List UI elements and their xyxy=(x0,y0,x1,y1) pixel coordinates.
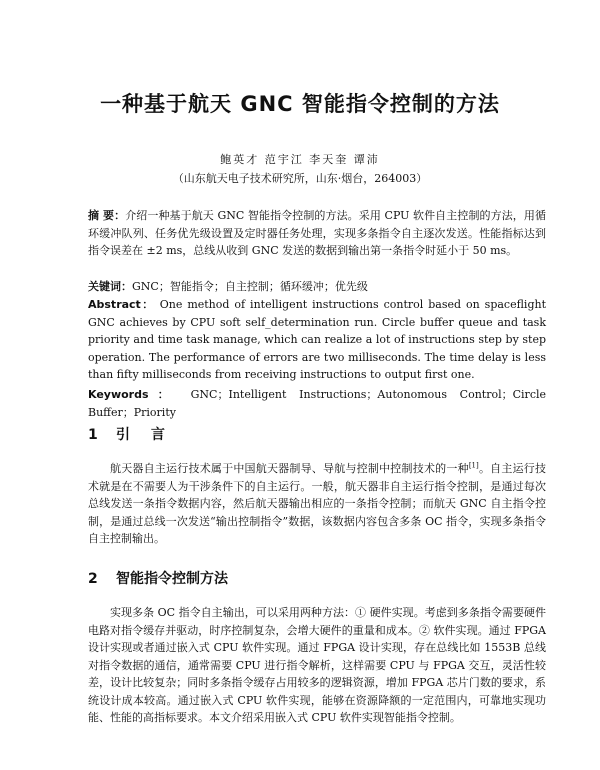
section-2-paragraph: 实现多条 OC 指令自主输出，可以采用两种方法：① 硬件实现。考虑到多条指令需要硬件电路对指令缓存并驱动，时序控制复杂，会增大硬件的重量和成本。② 软件实现。通过 FPGA 设计实现或者通过嵌入式 CPU 软件实现。通过 FPGA 设计实现，存在总线比如 1553B 总线对指令数据的通信，通常需要 CPU 进行指令解析，这样需要 CPU 与 FPGA 交互，灵活性较差，设计比较复杂；同时多条指令缓存占用较多的逻辑资源，增加 FPGA 芯片门数的要求，系统设计成本较高。通过嵌入式 CPU 软件实现，能够在资源降额的一定范围内，可靠地实现功能、性能的高指标要求。本文介绍采用嵌入式 CPU 软件实现智能指令控制。 xyxy=(88,606,546,724)
section-1-text-a: 航天器自主运行技术属于中国航天器制导、导航与控制中控制技术的一种 xyxy=(110,462,469,475)
keywords-cn xyxy=(88,278,546,296)
paper-title: 一种基于航天 GNC 智能指令控制的方法 xyxy=(100,92,500,116)
abstract-cn-label: 摘 要： xyxy=(88,209,126,222)
section-1-heading xyxy=(88,424,173,444)
keywords-cn-text: GNC；智能指令；自主控制；循环缓冲；优先级 xyxy=(132,280,368,293)
keywords-en-text: GNC；Intelligent Instructions；Autonomous Control；Circle Buffer；Priority xyxy=(88,388,547,419)
section-2-heading xyxy=(88,568,228,588)
abstract-cn-text: 介绍一种基于航天 GNC 智能指令控制的方法。采用 CPU 软件自主控制的方法，用循环缓冲队列、任务优先级设置及定时器任务处理，实现多条指令自主逐次发送。性能指标达到指令误差在 ±2 ms，总线从收到 GNC 发送的数据到输出第一条指令时延小于 50 ms。 xyxy=(88,209,546,257)
citation-ref: [1] xyxy=(468,461,479,470)
keywords-en-label: Keywords： xyxy=(88,388,178,401)
section-1-text-b: 。自主运行技术就是在不需要人为干涉条件下的自主运行。一般，航天器非自主运行指令控制，是通过每次总线发送一条指令数据内容，然后航天器输出相应的一条指令控制；而航天 GNC 自主指令控制，是通过总线一次发送“输出控制指令”数据，该数据内容包含多条 OC 指令，实现多条指令自主控制输出。 xyxy=(88,462,547,545)
section-2-number: 2 xyxy=(88,571,98,587)
abstract-cn xyxy=(88,207,546,260)
section-1-paragraph xyxy=(88,460,546,548)
section-2-title: 智能指令控制方法 xyxy=(116,571,228,587)
affiliation: （山东航天电子技术研究所，山东·烟台，264003） xyxy=(172,172,428,185)
section-1-number: 1 xyxy=(88,427,98,443)
keywords-cn-label: 关键词： xyxy=(88,280,132,293)
author-list: 鲍英才 范宇江 李天奎 谭沛 xyxy=(220,153,380,166)
abstract-en xyxy=(88,296,546,384)
keywords-en xyxy=(88,386,546,421)
abstract-en-label: Abstract： xyxy=(88,298,155,311)
section-1-title: 引 言 xyxy=(116,427,173,443)
abstract-en-text: One method of intelligent instructions control based on spaceflight GNC achieves by CPU soft self_determination run. Circle buffer queue and task priority and time task manage, which can realize a lot of instructions step by step operation. The performance of errors are two milliseconds. The time delay is less than fifty milliseconds from receiving instructions to output first one. xyxy=(88,298,546,381)
